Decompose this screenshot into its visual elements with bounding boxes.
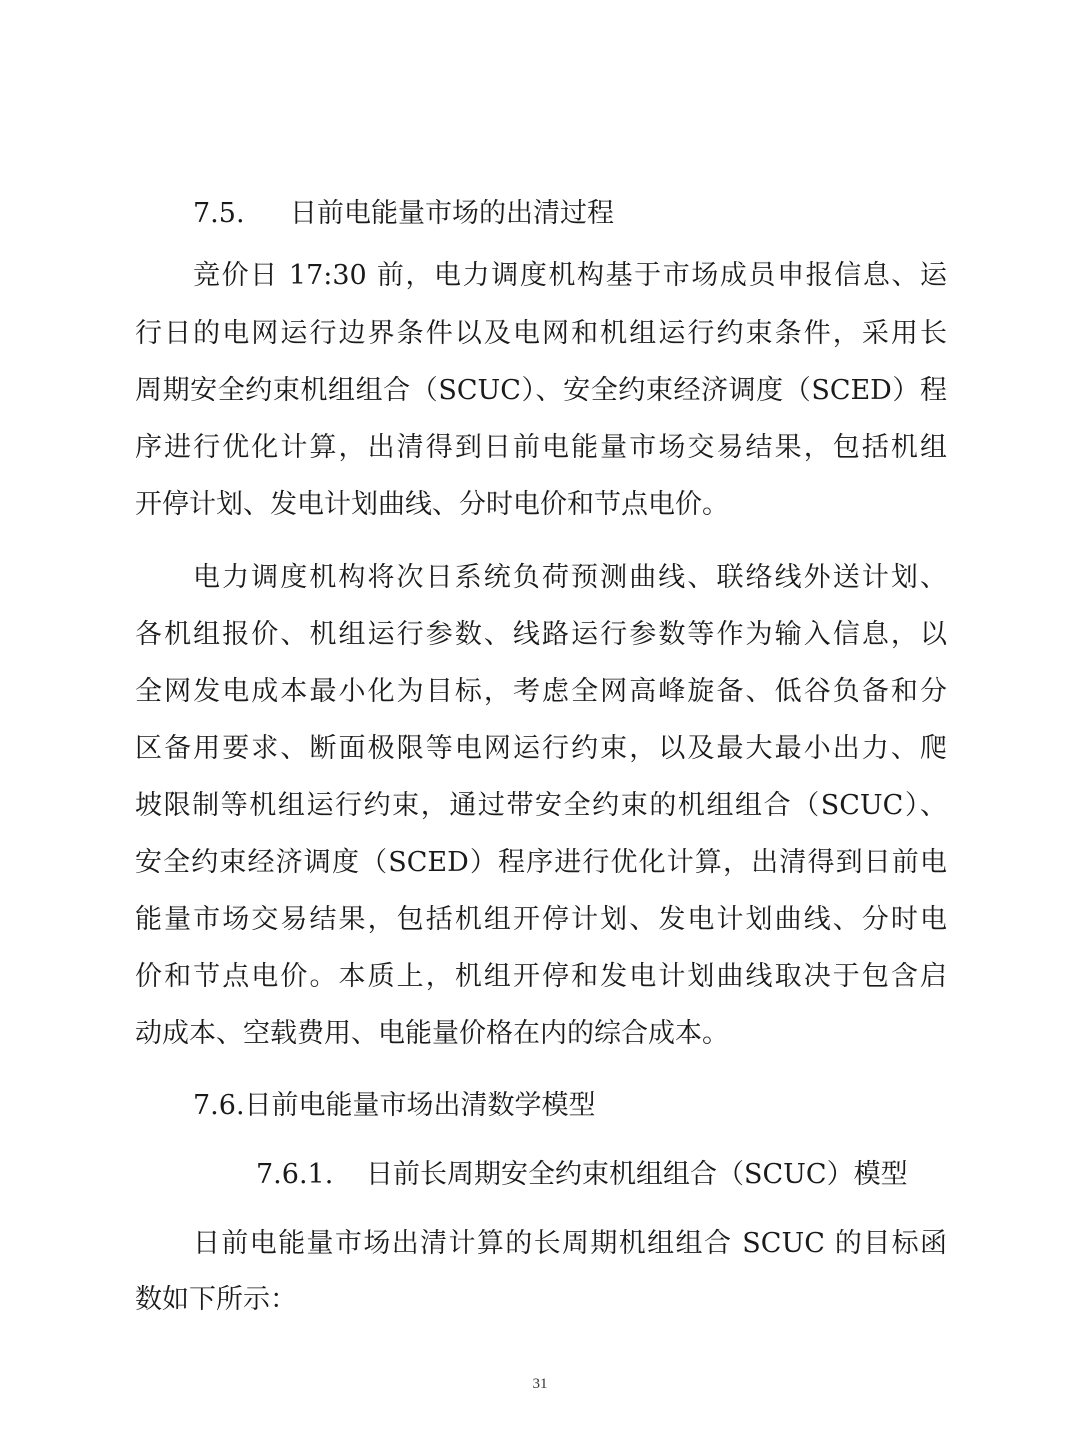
paragraph-line: 序进行优化计算，出清得到日前电能量市场交易结果，包括机组 [135,432,947,463]
page-number: 31 [532,1376,548,1392]
paragraph-line: 动成本、空载费用、电能量价格在内的综合成本。 [135,1018,729,1049]
paragraph-line: 开停计划、发电计划曲线、分时电价和节点电价。 [135,489,729,520]
section-heading-7-5 [193,194,614,234]
section-heading-7-6 [193,1086,596,1126]
paragraph-line: 坡限制等机组运行约束，通过带安全约束的机组组合（SCUC）、 [135,790,947,821]
section-title: 日前电能量市场的出清过程 [290,198,614,229]
paragraph-line: 区备用要求、断面极限等电网运行约束，以及最大最小出力、爬 [135,733,947,764]
section-title: 日前电能量市场出清数学模型 [244,1090,596,1121]
paragraph-line: 全网发电成本最小化为目标，考虑全网高峰旋备、低谷负备和分 [135,676,947,707]
paragraph-line: 价和节点电价。本质上，机组开停和发电计划曲线取决于包含启 [135,961,947,992]
paragraph-line: 行日的电网运行边界条件以及电网和机组运行约束条件，采用长 [135,318,947,349]
section-number: 7.5. [193,198,245,229]
paragraph-line: 各机组报价、机组运行参数、线路运行参数等作为输入信息，以 [135,619,947,650]
paragraph-line: 能量市场交易结果，包括机组开停计划、发电计划曲线、分时电 [135,904,947,935]
subsection-number: 7.6.1. [256,1159,334,1190]
paragraph-line: 周期安全约束机组组合（SCUC）、安全约束经济调度（SCED）程 [135,375,947,406]
subsection-heading-7-6-1 [256,1155,908,1195]
section-number: 7.6. [193,1090,245,1121]
paragraph-line: 竞价日 17:30 前，电力调度机构基于市场成员申报信息、运 [193,260,947,291]
subsection-title: 日前长周期安全约束机组组合（SCUC）模型 [366,1159,908,1190]
paragraph-line: 日前电能量市场出清计算的长周期机组组合 SCUC 的目标函 [193,1228,947,1259]
paragraph-line: 数如下所示： [135,1284,297,1315]
paragraph-line: 电力调度机构将次日系统负荷预测曲线、联络线外送计划、 [193,562,947,593]
paragraph-line: 安全约束经济调度（SCED）程序进行优化计算，出清得到日前电 [135,847,947,878]
